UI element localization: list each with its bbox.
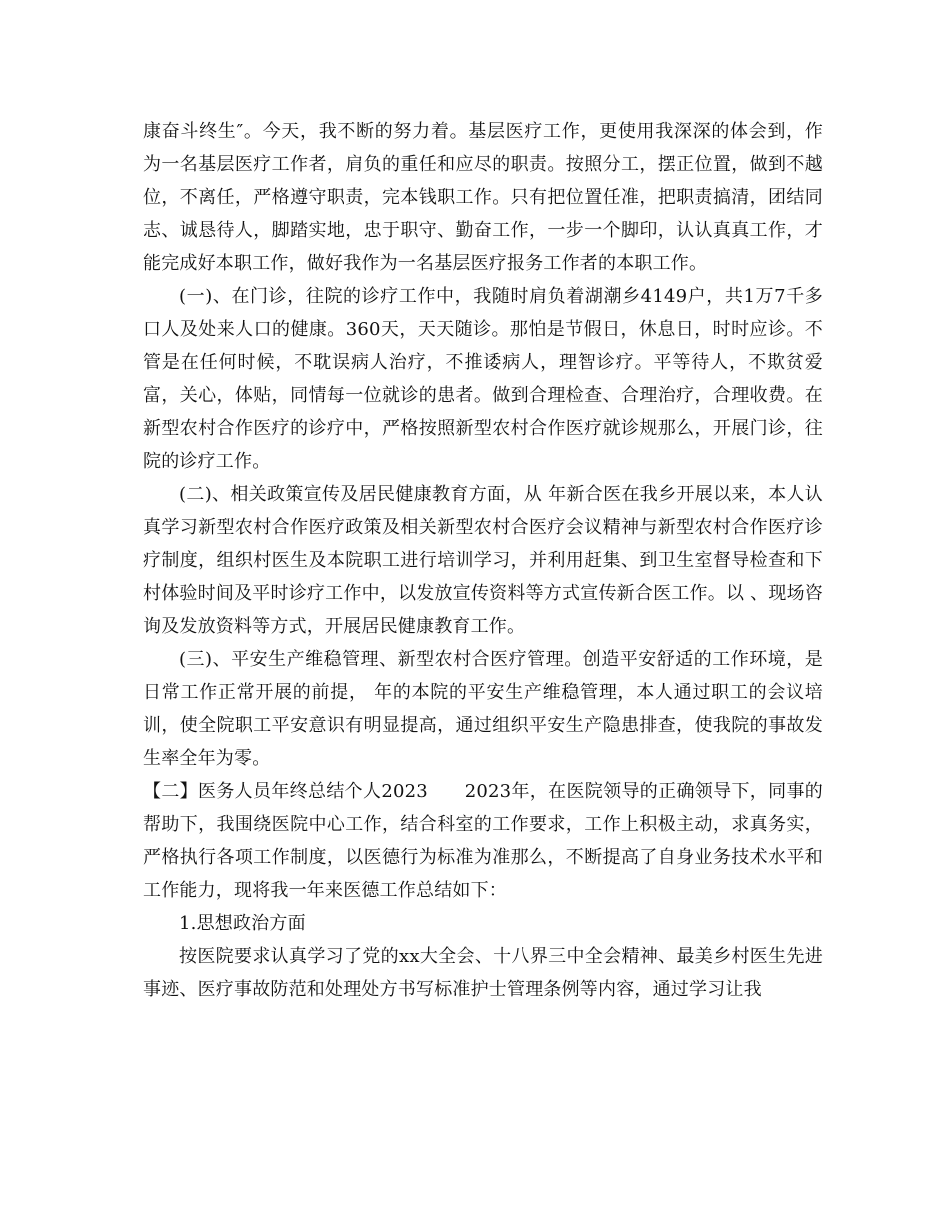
- paragraph-section-3: (三)、平安生产维稳管理、新型农村合医疗管理。创造平安舒适的工作环境，是日常工作正常开展的前提， 年的本院的平安生产维稳管理，本人通过职工的会议培训，使全院职工平安意识有明显提高，通过组织平安生产隐患排查，使我院的事故发生率全年为零。: [143, 649, 823, 769]
- paragraph-political: 按医院要求认真学习了党的xx大全会、十八界三中全会精神、最美乡村医生先进事迹、医疗事故防范和处理处方书写标准护士管理条例等内容，通过学习让我: [143, 946, 823, 1000]
- section-heading-political: 1.思想政治方面: [179, 913, 306, 934]
- paragraph-intro: 康奋斗终生″。今天，我不断的努力着。基层医疗工作，更使用我深深的体会到，作为一名基层医疗工作者，肩负的重任和应尽的职责。按照分工，摆正位置，做到不越位，不离任，严格遵守职责，完本钱职工作。只有把位置任准，把职责搞清，团结同志、诚恳待人，脚踏实地，忠于职守、勤奋工作，一步一个脚印，认认真真工作，才能完成好本职工作，做好我作为一名基层医疗报务工作者的本职工作。: [143, 121, 823, 274]
- paragraph-section-2: (二)、相关政策宣传及居民健康教育方面，从 年新合医在我乡开展以来，本人认真学习新型农村合作医疗政策及相关新型农村合医疗会议精神与新型农村合作医疗诊疗制度，组织村医生及本院职工进行培训学习，并利用赶集、到卫生室督导检查和下村体验时间及平时诊疗工作中，以发放宣传资料等方式宣传新合医工作。以 、现场咨询及发放资料等方式，开展居民健康教育工作。: [143, 484, 823, 637]
- paragraph-section-1: (一)、在门诊，往院的诊疗工作中，我随时肩负着湖潮乡4149户，共1万7千多口人及处来人口的健康。360天，天天随诊。那怕是节假日，休息日，时时应诊。不管是在任何时候，不耽误病人治疗，不推诿病人，理智诊疗。平等待人，不欺贫爱富，关心，体贴，同情每一位就诊的患者。做到合理检查、合理治疗，合理收费。在新型农村合作医疗的诊疗中，严格按照新型农村合作医疗就诊规那么，开展门诊，往院的诊疗工作。: [143, 286, 823, 472]
- document-body: [143, 115, 823, 1006]
- paragraph-summary-heading: 【二】医务人员年终总结个人2023 2023年，在医院领导的正确领导下，同事的帮助下，我围绕医院中心工作，结合科室的工作要求，工作上积极主动，求真务实，严格执行各项工作制度，以医德行为标准为准那么，不断提高了自身业务技术水平和工作能力，现将我一年来医德工作总结如下：: [143, 781, 823, 901]
